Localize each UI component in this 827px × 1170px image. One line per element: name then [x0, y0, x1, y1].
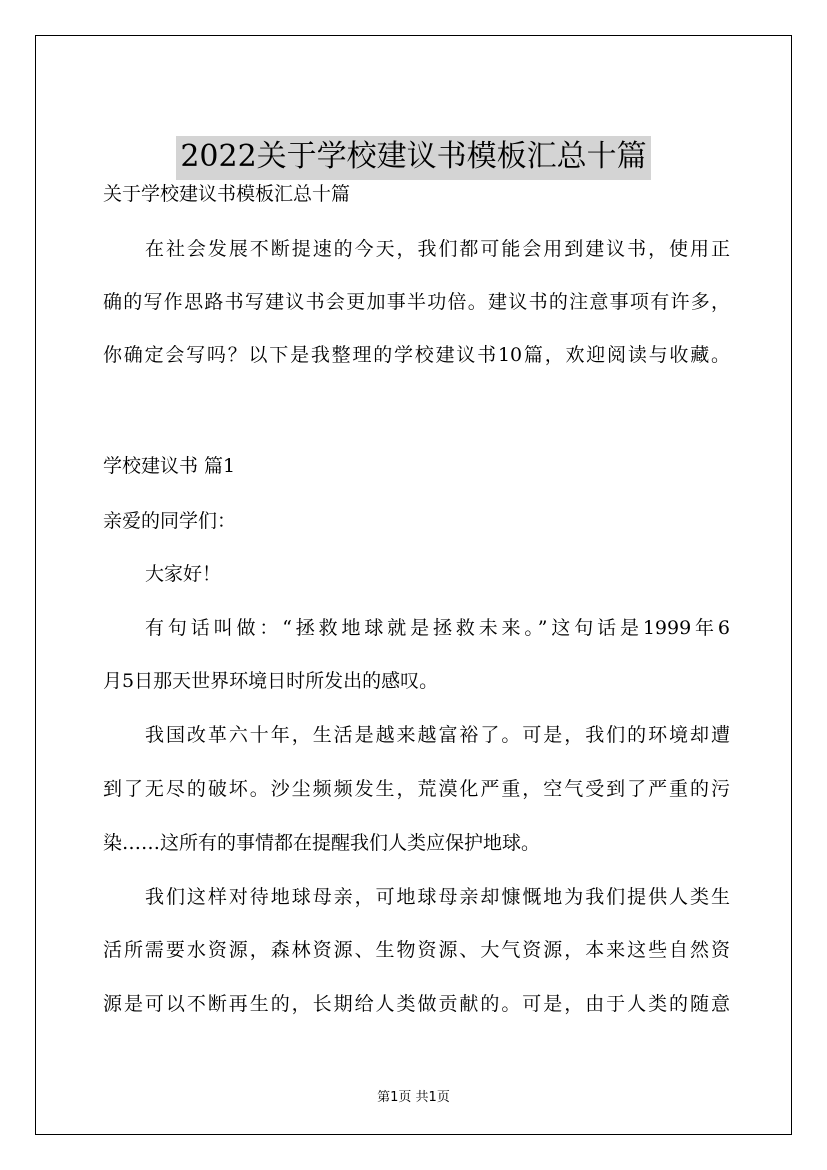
paragraph-line: 你确定会写吗？以下是我整理的学校建议书10篇，欢迎阅读与收藏。 — [103, 344, 730, 366]
subtitle-line: 关于学校建议书模板汇总十篇 — [103, 183, 351, 205]
paragraph-line: 在社会发展不断提速的今天，我们都可能会用到建议书，使用正 — [145, 238, 730, 260]
paragraph-line: 我国改革六十年，生活是越来越富裕了。可是，我们的环境却遭 — [145, 724, 730, 746]
paragraph-line: 活所需要水资源，森林资源、生物资源、大气资源，本来这些自然资 — [103, 939, 730, 961]
paragraph-line: 我们这样对待地球母亲，可地球母亲却慷慨地为我们提供人类生 — [145, 886, 730, 908]
paragraph-line: 有句话叫做：“拯救地球就是拯救未来。”这句话是1999年6 — [145, 617, 730, 639]
paragraph-line: 源是可以不断再生的，长期给人类做贡献的。可是，由于人类的随意 — [103, 993, 730, 1015]
paragraph-line: 月5日那天世界环境日时所发出的感叹。 — [103, 670, 439, 692]
document-page — [35, 35, 792, 1135]
paragraph-line: 确的写作思路书写建议书会更加事半功倍。建议书的注意事项有许多， — [103, 291, 730, 313]
paragraph-line: 到了无尽的破坏。沙尘频频发生，荒漠化严重，空气受到了严重的污 — [103, 778, 730, 800]
page-footer: 第1页 共1页 — [377, 1090, 450, 1105]
greeting-line: 大家好！ — [145, 563, 222, 585]
salutation-line: 亲爱的同学们： — [103, 510, 237, 532]
title-wrap — [36, 136, 791, 180]
document-title: 2022关于学校建议书模板汇总十篇 — [176, 136, 650, 180]
paragraph-line: 染……这所有的事情都在提醒我们人类应保护地球。 — [103, 832, 541, 854]
section-heading: 学校建议书 篇1 — [103, 455, 236, 477]
